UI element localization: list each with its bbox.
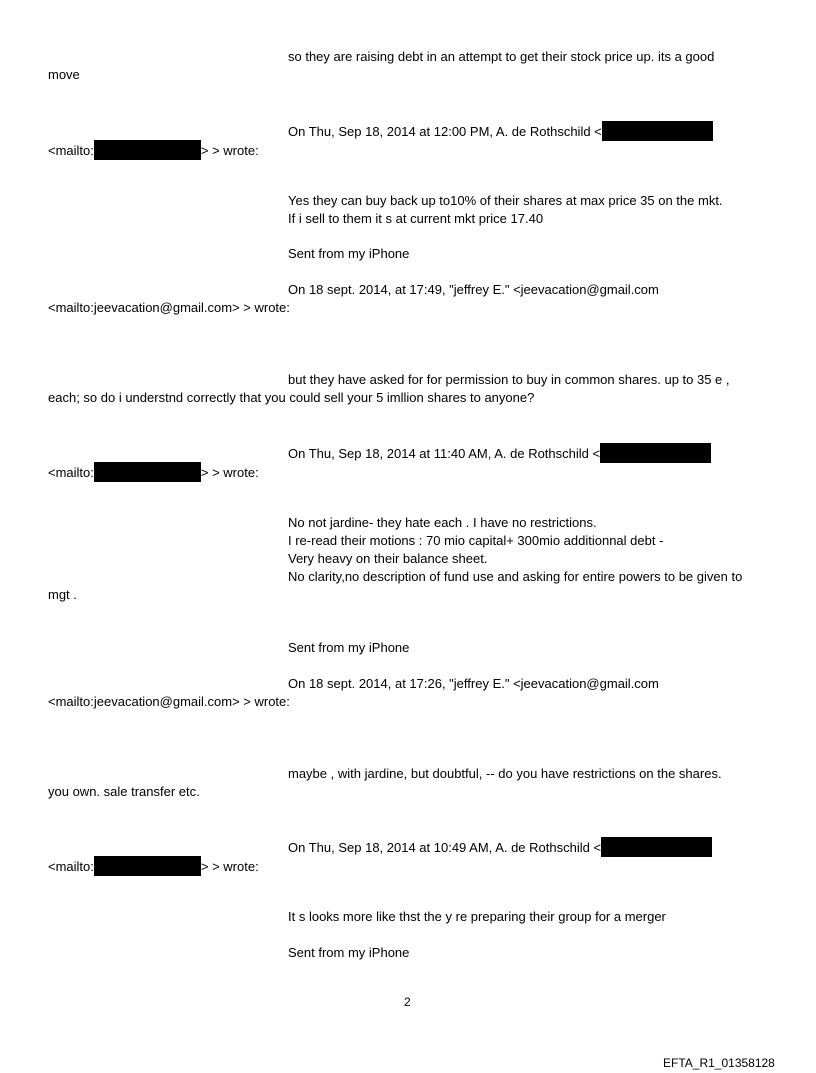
email-text-line: mgt .: [48, 587, 77, 602]
email-text-line: No not jardine- they hate each . I have no restrictions.: [288, 515, 597, 530]
email-signature: Sent from my iPhone: [288, 246, 410, 261]
email-text-line: Yes they can buy back up to10% of their shares at max price 35 on the mkt.: [288, 193, 723, 208]
reply-header: On Thu, Sep 18, 2014 at 11:40 AM, A. de Rothschild <: [288, 443, 711, 463]
email-signature: Sent from my iPhone: [288, 945, 410, 960]
mailto-line: <mailto:jeevacation@gmail.com> > wrote:: [48, 694, 290, 709]
page-number: 2: [404, 995, 411, 1009]
email-signature: Sent from my iPhone: [288, 640, 410, 655]
email-text-line: each; so do i understnd correctly that you could sell your 5 imllion shares to anyone?: [48, 390, 535, 405]
mailto-line: <mailto: > > wrote:: [48, 462, 259, 482]
email-text-line: but they have asked for for permission to buy in common shares. up to 35 e ,: [288, 372, 730, 387]
redaction-box: [94, 140, 201, 160]
reply-header: On Thu, Sep 18, 2014 at 12:00 PM, A. de Rothschild <: [288, 121, 713, 141]
mailto-line: <mailto: > > wrote:: [48, 856, 259, 876]
email-text-line: I re-read their motions : 70 mio capital+ 300mio additionnal debt -: [288, 533, 664, 548]
redaction-box: [601, 837, 712, 857]
redaction-box: [602, 121, 713, 141]
email-text-line: It s looks more like thst the y re preparing their group for a merger: [288, 909, 666, 924]
email-text-line: No clarity,no description of fund use and asking for entire powers to be given to: [288, 569, 743, 584]
redaction-box: [94, 462, 201, 482]
reply-header: On Thu, Sep 18, 2014 at 10:49 AM, A. de Rothschild <: [288, 837, 712, 857]
mailto-line: <mailto:jeevacation@gmail.com> > wrote:: [48, 300, 290, 315]
reply-header: On 18 sept. 2014, at 17:49, "jeffrey E." <jeevacation@gmail.com: [288, 282, 659, 297]
reply-header: On 18 sept. 2014, at 17:26, "jeffrey E." <jeevacation@gmail.com: [288, 676, 659, 691]
email-text-line: Very heavy on their balance sheet.: [288, 551, 488, 566]
email-text-line: move: [48, 67, 80, 82]
email-text-line: maybe , with jardine, but doubtful, -- do you have restrictions on the shares.: [288, 766, 722, 781]
email-text-line: you own. sale transfer etc.: [48, 784, 200, 799]
bates-number: EFTA_R1_01358128: [663, 1056, 775, 1070]
email-text-line: If i sell to them it s at current mkt price 17.40: [288, 211, 544, 226]
redaction-box: [600, 443, 711, 463]
mailto-line: <mailto: > > wrote:: [48, 140, 259, 160]
redaction-box: [94, 856, 201, 876]
email-text-line: so they are raising debt in an attempt to get their stock price up. its a good: [288, 49, 715, 64]
